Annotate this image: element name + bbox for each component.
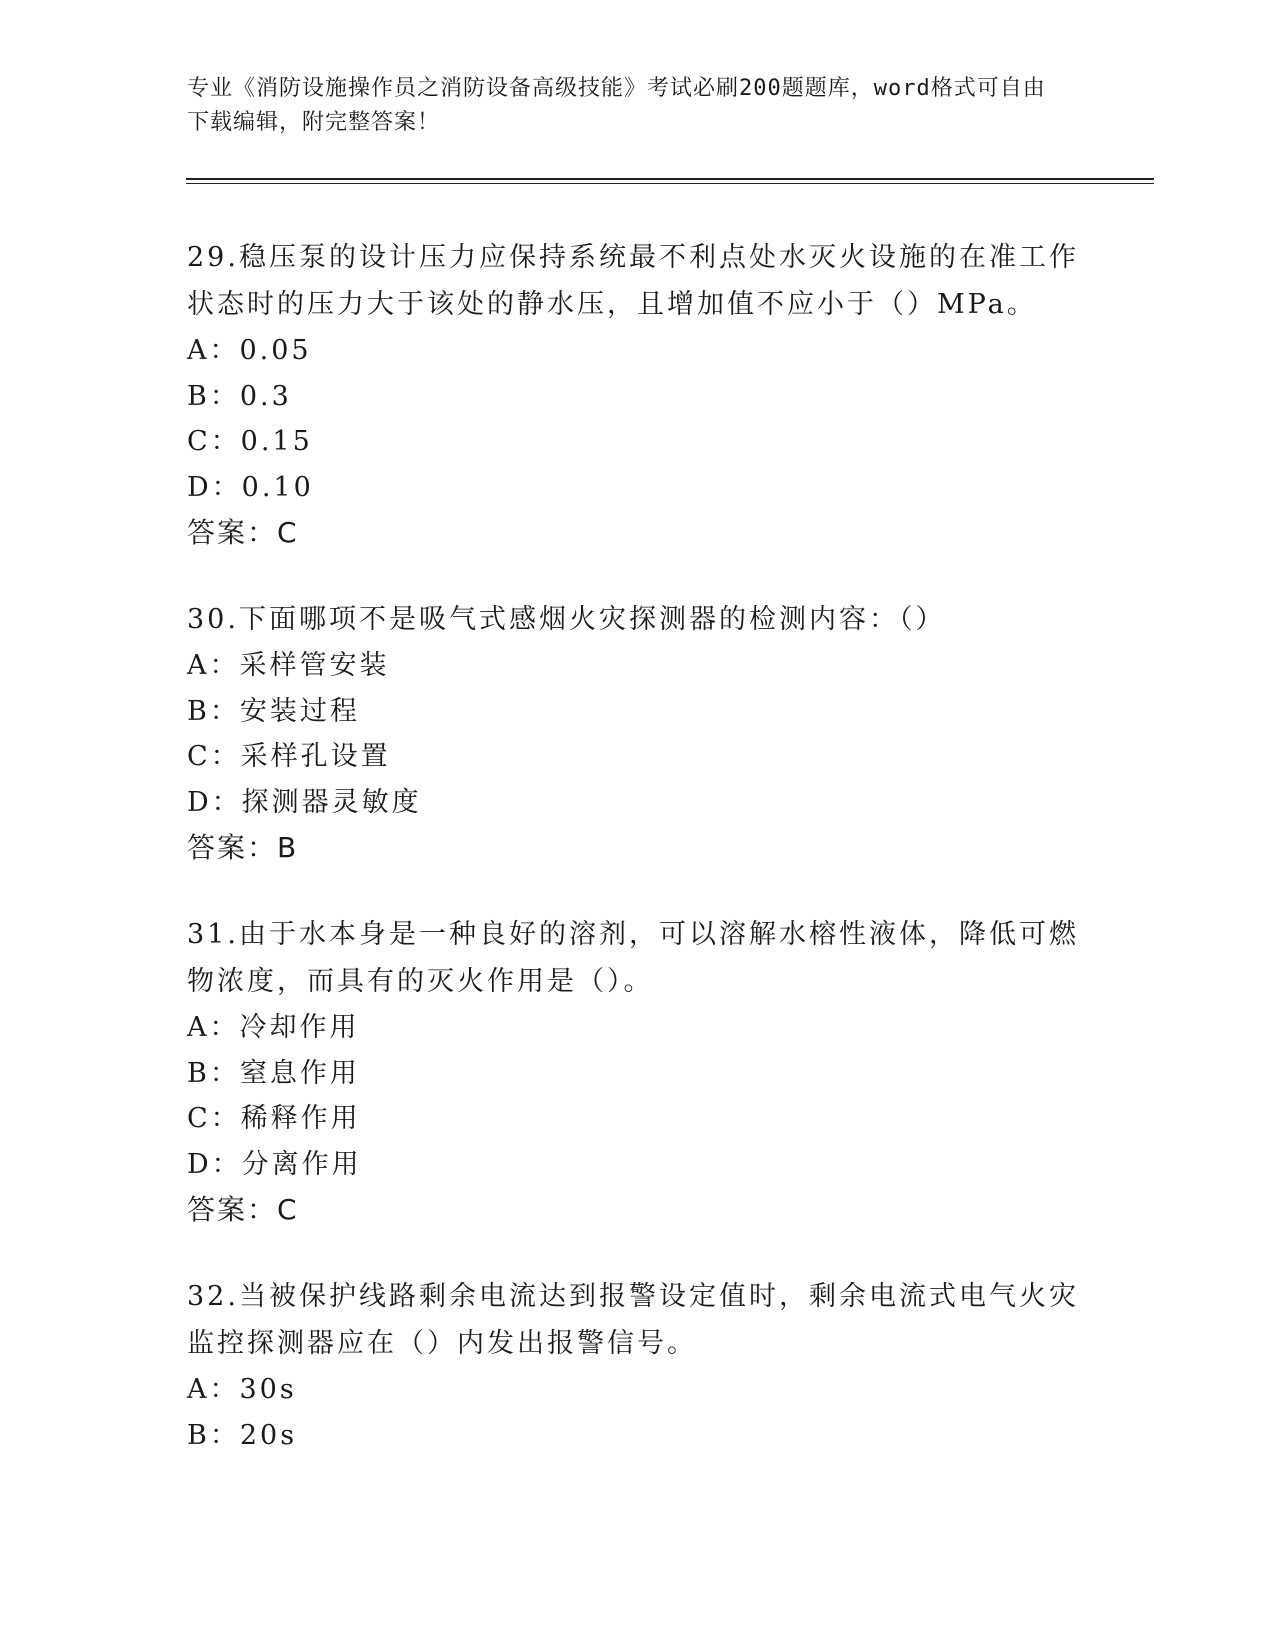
question-stem: 29.稳压泵的设计压力应保持系统最不利点处水灭火设施的在准工作状态时的压力大于该处的静水压，且增加值不应小于（）MPa。 (187, 242, 1079, 320)
question-32 (187, 1273, 1087, 1458)
option-a: A：采样管安装 (187, 650, 390, 681)
answer-line: 答案：C (187, 1193, 299, 1226)
option-a: A：0.05 (187, 335, 312, 366)
question-stem: 31.由于水本身是一种良好的溶剂，可以溶解水榕性液体，降低可燃物浓度，而具有的灭火作用是（）。 (187, 919, 1079, 997)
option-d: D：探测器灵敏度 (187, 786, 422, 818)
question-29 (187, 234, 1087, 556)
question-30 (187, 596, 1087, 871)
answer-line: 答案：B (187, 831, 299, 864)
option-c: C：稀释作用 (187, 1103, 361, 1134)
question-31 (187, 911, 1087, 1233)
document-header: 专业《消防设施操作员之消防设备高级技能》考试必刷200题题库，word格式可自由下载编辑，附完整答案！ (187, 76, 1046, 135)
answer-line: 答案：C (187, 516, 299, 549)
header-divider (186, 178, 1154, 180)
option-c: C：0.15 (187, 426, 313, 457)
question-stem: 32.当被保护线路剩余电流达到报警设定值时，剩余电流式电气火灾监控探测器应在（）内发出报警信号。 (187, 1281, 1079, 1359)
option-b: B：窒息作用 (187, 1057, 360, 1089)
option-a: A：冷却作用 (187, 1012, 360, 1043)
option-c: C：采样孔设置 (187, 741, 391, 772)
question-stem: 30.下面哪项不是吸气式感烟火灾探测器的检测内容：（） (187, 604, 946, 635)
option-b: B：20s (187, 1419, 298, 1451)
question-list (187, 234, 1087, 1498)
option-b: B：0.3 (187, 380, 292, 412)
option-a: A：30s (187, 1374, 297, 1405)
option-b: B：安装过程 (187, 695, 360, 727)
header-divider-thin (186, 183, 1154, 184)
option-d: D：分离作用 (187, 1148, 362, 1180)
option-d: D：0.10 (187, 471, 314, 503)
